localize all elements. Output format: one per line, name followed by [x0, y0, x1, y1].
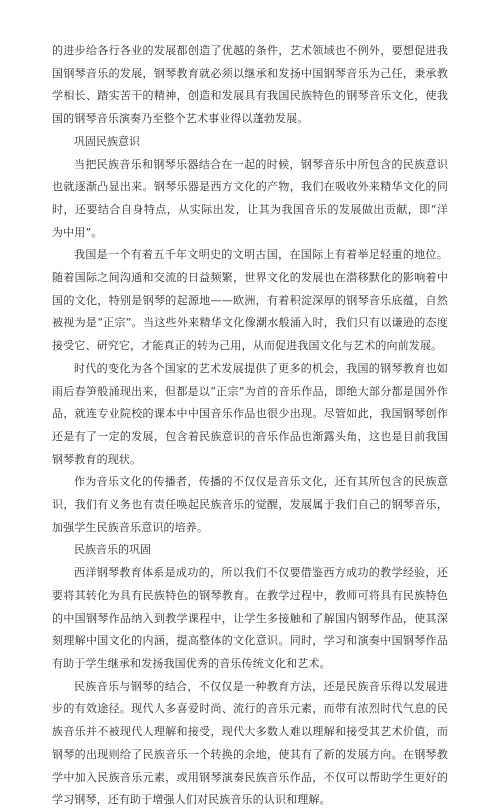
body-paragraph-3: 我国是一个有着五千年文明史的文明古国，在国际上有着举足轻重的地位。随着国际之间沟通和交流的日益频繁，世界文化的发展也在潜移默化的影响着中国的文化，特别是钢琴的起源地——欧洲，有着积淀深厚的钢琴音乐底蕴，自然被视为是“正宗”。当这些外来精华文化像潮水般涌入时，我们只有以谦逊的态度接受它、研究它，才能真正的转为己用，从而促进我国文化与艺术的向前发展。 — [52, 248, 448, 353]
body-paragraph-7: 民族音乐与钢琴的结合，不仅仅是一种教育方法，还是民族音乐得以发展进步的有效途径。现代人多喜爱时尚、流行的音乐元素，而带有浓烈时代气息的民族音乐并不被现代人理解和接受，现代大多数人难以理解和接受其艺术价值，而钢琴的出现则给了民族音乐一个转换的余地，使其有了新的发展方向。在钢琴教学中加入民族音乐元素，或用钢琴演奏民族音乐作品，不仅可以帮助学生更好的学习钢琴，还有助于增强人们对民族音乐的认识和理解。 — [52, 679, 448, 807]
body-paragraph-5: 作为音乐文化的传播者，传播的不仅仅是音乐文化，还有其所包含的民族意识，我们有义务也有责任唤起民族音乐的觉醒，发展属于我们自己的钢琴音乐，加强学生民族音乐意识的培养。 — [52, 475, 448, 534]
section-heading-national-awareness: 巩固民族意识 — [74, 134, 140, 148]
section-heading-national-music: 民族音乐的巩固 — [74, 543, 151, 557]
body-paragraph-6: 西洋钢琴教育体系是成功的，所以我们不仅要借鉴西方成功的教学经验，还要将其转化为具有民族特色的钢琴教育。在教学过程中，教师可将具有民族特色的中国钢琴作品纳入到教学课程中，让学生多接触和了解国内钢琴作品，使其深刻理解中国文化的内涵，提高整体的文化意识。同时，学习和演奏中国钢琴作品有助于学生继承和发扬我国优秀的音乐传统文化和艺术。 — [52, 566, 448, 670]
body-paragraph-2: 当把民族音乐和钢琴乐器结合在一起的时候，钢琴音乐中所包含的民族意识也就逐渐凸显出来。钢琴乐器是西方文化的产物，我们在吸收外来精华文化的同时，还要结合自身特点，从实际出发，让其为我国音乐的发展做出贡献，即“洋为中用”。 — [52, 157, 448, 239]
body-paragraph-1: 的进步给各行各业的发展都创造了优越的条件，艺术领域也不例外，要想促进我国钢琴音乐的发展，钢琴教育就必须以继承和发扬中国钢琴音乐为己任，秉承教学相长、踏实苦干的精神，创造和发展具有我国民族特色的钢琴音乐文化，使我国的钢琴音乐演奏乃至整个艺术事业得以蓬勃发展。 — [52, 44, 448, 126]
body-paragraph-4: 时代的变化为各个国家的艺术发展提供了更多的机会，我国的钢琴教育也如雨后春笋般涌现出来，但都是以“正宗”为首的音乐作品，即绝大部分都是国外作品，就连专业院校的课本中中国音乐作品也很少出现。尽管如此，我国钢琴创作还是有了一定的发展，包含着民族意识的音乐作品也渐露头角，这也是目前我国钢琴教育的现状。 — [52, 361, 448, 466]
